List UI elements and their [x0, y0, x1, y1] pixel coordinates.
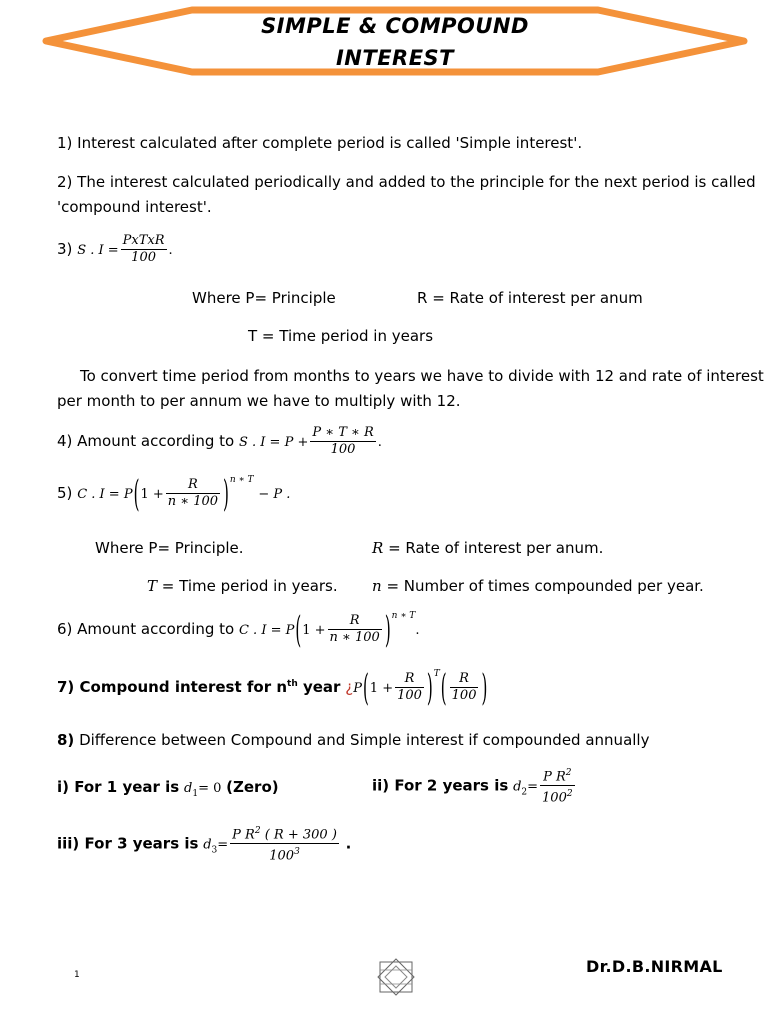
item-8: 8) Difference between Compound and Simple interest if compounded annually — [57, 731, 650, 749]
where2-rate: R = Rate of interest per anum. — [372, 539, 604, 557]
item-7-formula: 7) Compound interest for $n^{th}$ year ¿P(1 + $\frac{R}{100}$ )$^T$( $\frac{R}{100}$ ) — [57, 665, 488, 710]
item-ii-two-years: ii) For 2 years is $d_2=$ $\frac{P R^2}{100^2}$ — [372, 768, 573, 806]
item-3-formula: 3) S . I = $\frac{\text{PxTxR}}{100}$ . — [57, 233, 173, 265]
convert-note-line2: per month to per annum we have to multiply with 12. — [57, 392, 461, 410]
page-title: SIMPLE & COMPOUND INTEREST — [261, 14, 529, 70]
diamond-emblem-icon — [376, 958, 416, 996]
item-6-formula: 6) Amount according to C . I = P(1 + $\frac{R}{n ∗ 100}$ )$^{n ∗ T}$. — [57, 607, 420, 652]
item-2-line1: 2) The interest calculated periodically and added to the principle for the next period is called — [57, 173, 756, 191]
author-name: Dr.D.B.NIRMAL — [586, 957, 723, 976]
item-4-formula: 4) Amount according to S . I = P + $\frac{P ∗ T ∗ R}{100}$ . — [57, 425, 382, 457]
convert-note-line1: To convert time period from months to years we have to divide with 12 and rate of interest — [80, 367, 764, 385]
where2-principle: Where P= Principle. — [95, 539, 244, 557]
where2-compounding: n = Number of times compounded per year. — [372, 577, 704, 595]
item-5-formula: 5) C . I = P(1 + $\frac{R}{n ∗ 100}$ )$^{n ∗ T}$ − P . — [57, 471, 291, 516]
where2-time: T = Time period in years. — [147, 577, 338, 595]
item-i-one-year: i) For 1 year is $d_1= 0$ (Zero) — [57, 778, 279, 799]
item-iii-three-years: iii) For 3 years is $d_3=$ $\frac{P R^2 ( R + 300 )}{100^3}$ . — [57, 826, 352, 864]
item-1: 1) Interest calculated after complete period is called 'Simple interest'. — [57, 134, 583, 152]
item-2-line2: 'compound interest'. — [57, 198, 212, 216]
where-principle: Where P= Principle — [192, 289, 336, 307]
where-rate: R = Rate of interest per anum — [417, 289, 643, 307]
page-number: 1 — [74, 970, 80, 980]
where-time: T = Time period in years — [248, 327, 434, 345]
